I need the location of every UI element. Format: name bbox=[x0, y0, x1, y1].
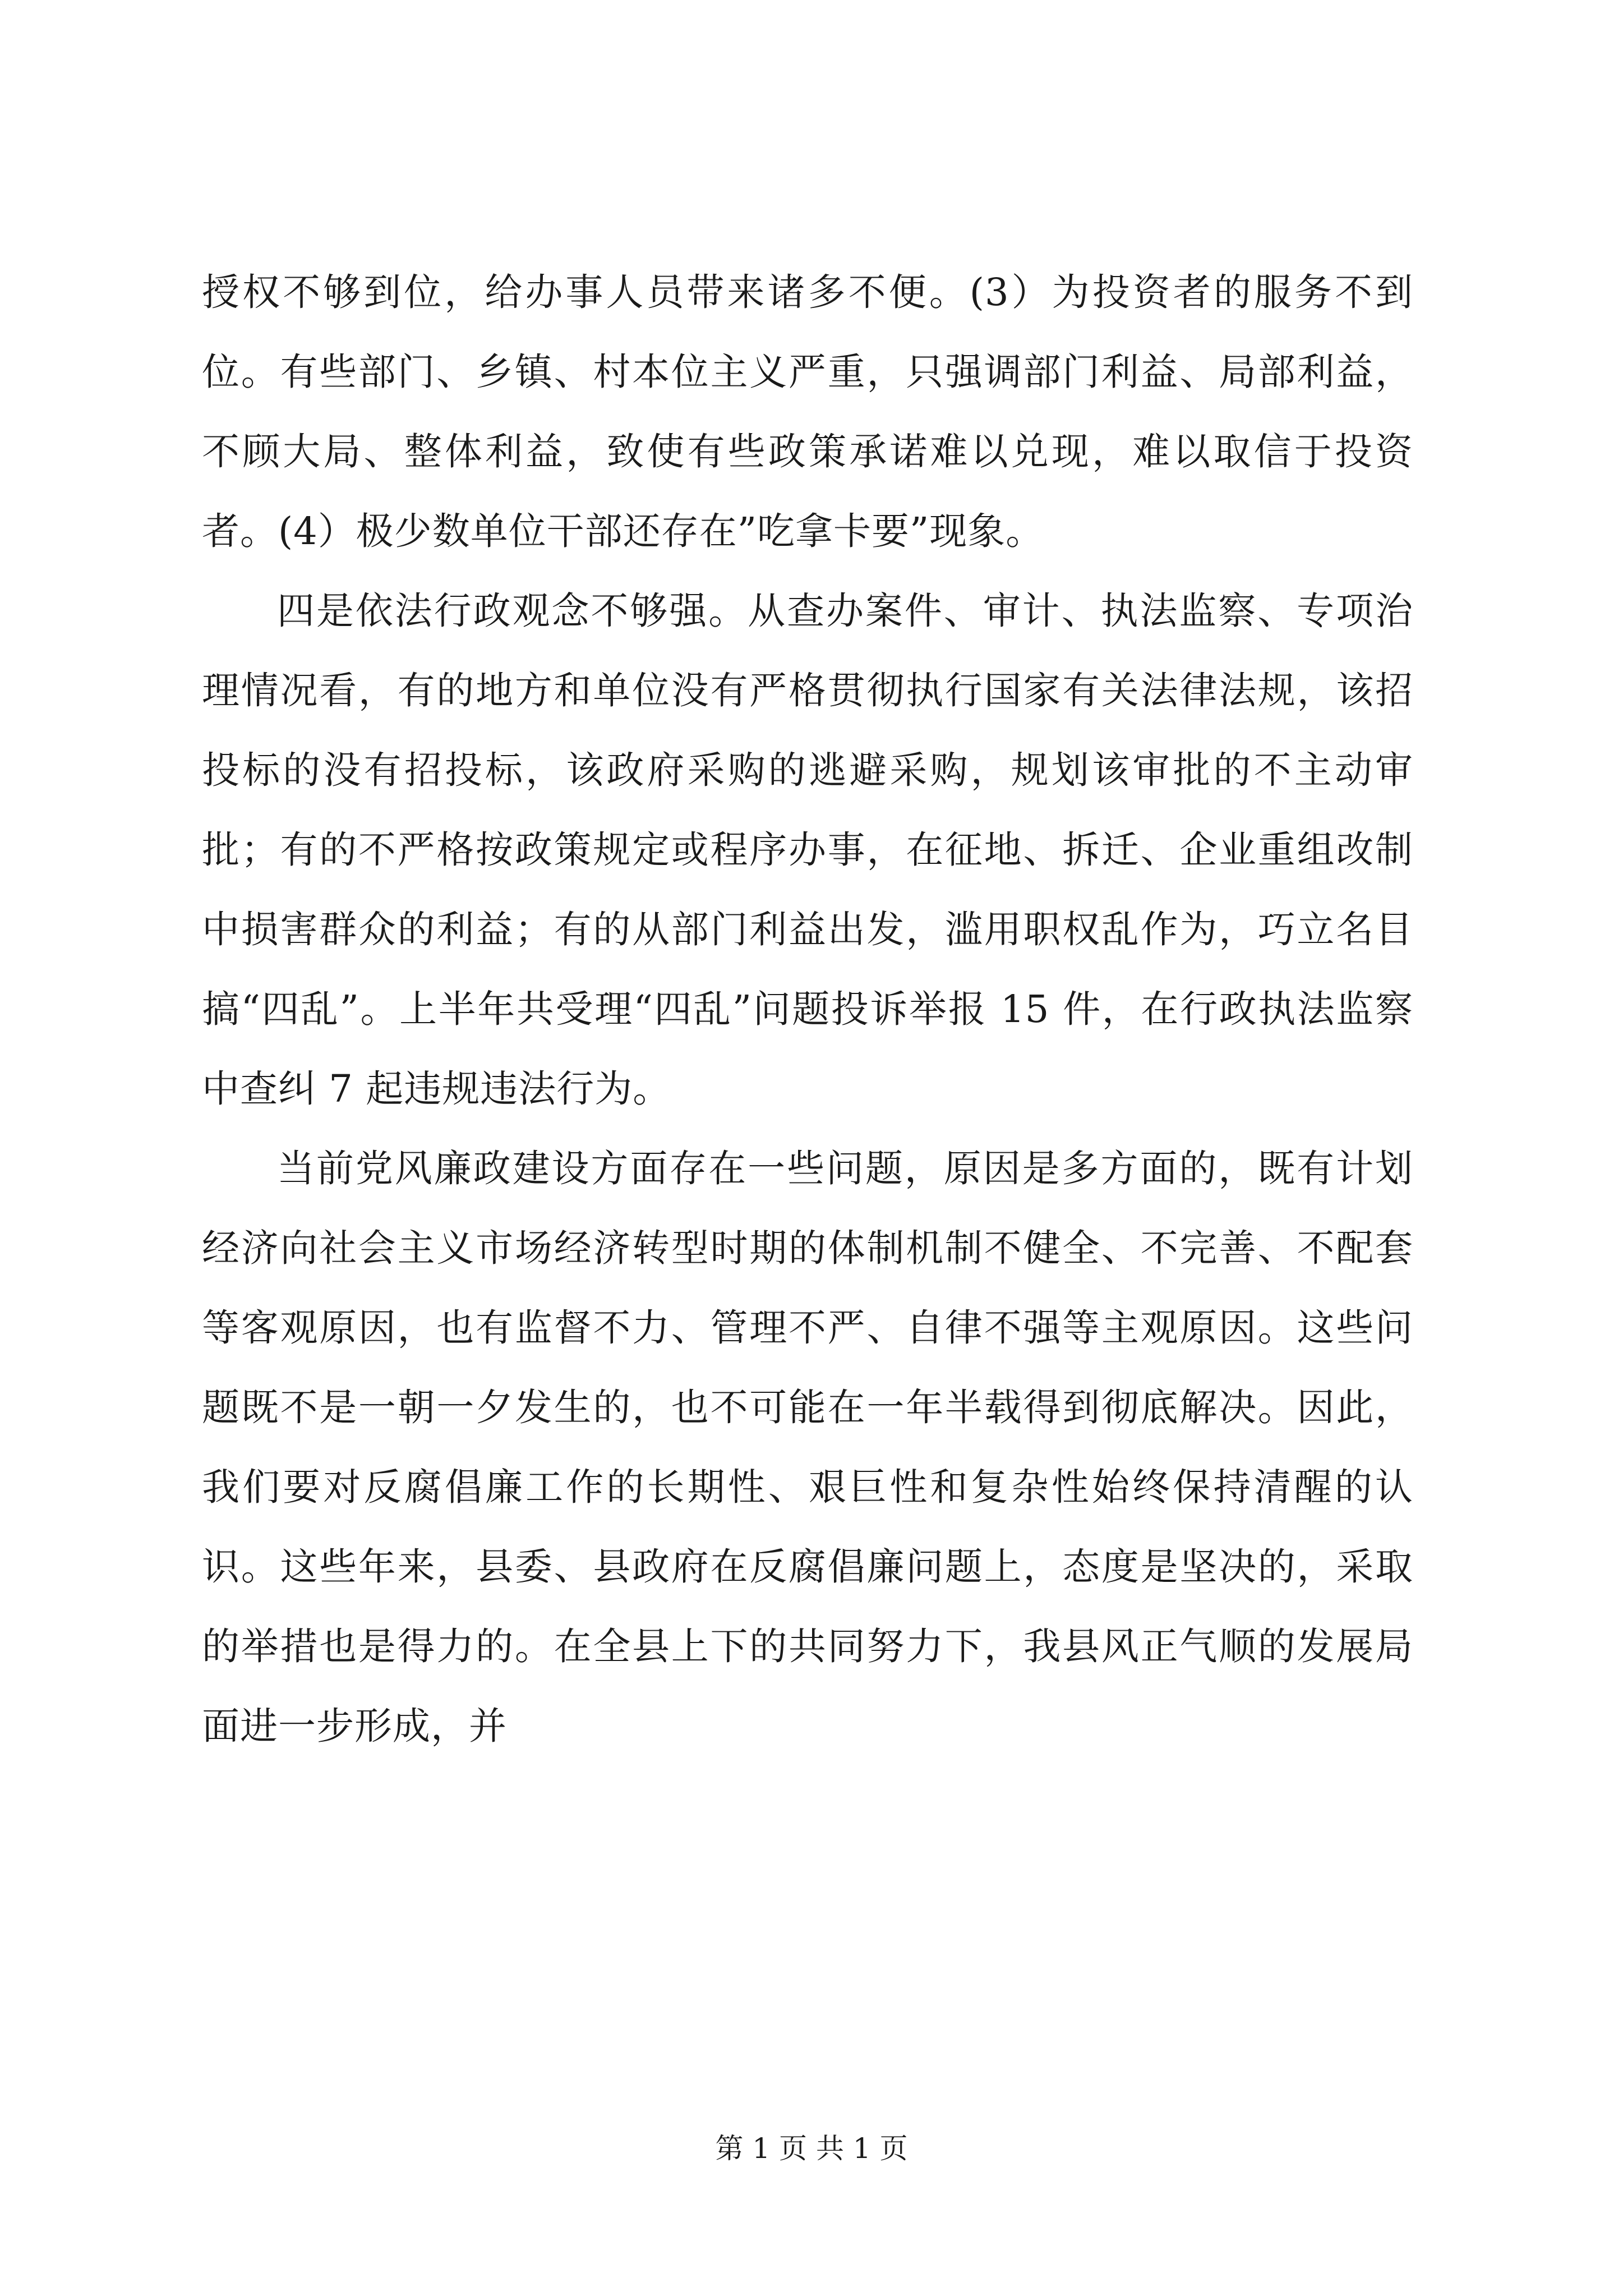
paragraph-rule-of-law: 四是依法行政观念不够强。从查办案件、审计、执法监察、专项治理情况看，有的地方和单位没有严格贯彻执行国家有关法律法规，该招投标的没有招投标，该政府采购的逃避采购，规划该审批的不主动审批；有的不严格按政策规定或程序办事，在征地、拆迁、企业重组改制中损害群众的利益；有的从部门利益出发，滥用职权乱作为，巧立名目搞“四乱”。上半年共受理“四乱”问题投诉举报 15 件，在行政执法监察中查纠 7 起违规违法行为。 bbox=[202, 589, 1413, 1111]
document-body bbox=[202, 252, 1413, 1766]
page-footer: 第 1 页 共 1 页 bbox=[715, 2132, 908, 2165]
paragraph-causes: 当前党风廉政建设方面存在一些问题，原因是多方面的，既有计划经济向社会主义市场经济转型时期的体制机制不健全、不完善、不配套等客观原因，也有监督不力、管理不严、自律不强等主观原因。这些问题既不是一朝一夕发生的，也不可能在一年半载得到彻底解决。因此，我们要对反腐倡廉工作的长期性、艰巨性和复杂性始终保持清醒的认识。这些年来，县委、县政府在反腐倡廉问题上，态度是坚决的，采取的举措也是得力的。在全县上下的共同努力下，我县风正气顺的发展局面进一步形成，并 bbox=[202, 1147, 1413, 1748]
paragraph-continuation: 授权不够到位，给办事人员带来诸多不便。(3）为投资者的服务不到位。有些部门、乡镇、村本位主义严重，只强调部门利益、局部利益，不顾大局、整体利益，致使有些政策承诺难以兑现，难以取信于投资者。(4）极少数单位干部还存在”吃拿卡要”现象。 bbox=[202, 270, 1413, 553]
